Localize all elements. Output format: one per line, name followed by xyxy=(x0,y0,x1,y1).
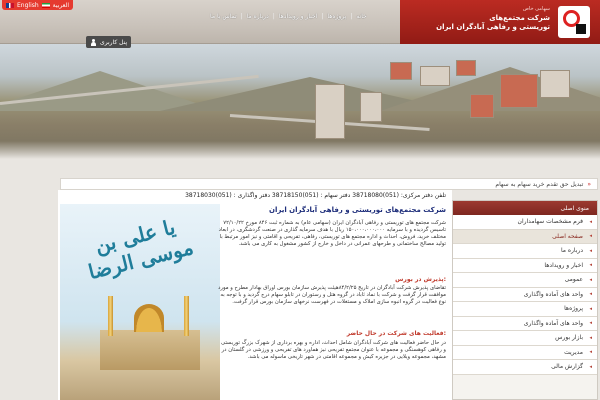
language-switcher xyxy=(2,0,73,10)
banner-fade xyxy=(0,141,600,159)
logo-text xyxy=(436,14,550,32)
calligraphy-text: یا علی بن موسی الرضا xyxy=(85,214,196,285)
activities-heading: فعالیت های شرکت در حال حاضر: xyxy=(346,330,446,337)
user-panel-label: پنل کاربری xyxy=(100,38,128,46)
logo-line2: توریستی و رفاهی آبادگران ایران xyxy=(436,23,550,31)
main-content xyxy=(58,190,452,400)
logo[interactable] xyxy=(400,0,600,44)
nav-news[interactable]: اخبار و رویدادها xyxy=(278,13,318,20)
sidebar-item[interactable]: درباره ما ◂ xyxy=(453,244,597,259)
sidebar-item-home[interactable]: صفحه اصلی ◂ xyxy=(453,230,597,245)
nav-home[interactable]: خانه xyxy=(356,13,367,20)
main-nav xyxy=(206,13,371,20)
sidebar-item[interactable]: مدیریت ◂ xyxy=(453,346,597,361)
lang-farsi[interactable]: العربية xyxy=(52,1,70,9)
nav-contact[interactable]: تماس با ما xyxy=(210,13,237,20)
listing-heading: پذیرش در بورس: xyxy=(395,276,446,283)
sidebar-list xyxy=(453,215,597,375)
intro-paragraph: شرکت مجتمع های توریستی و رفاهی آبادگران ایران (سهامی عام) به شماره ثبت ۸۴۶ مورخ ۷۲/۱۰/۲۲ تاسیس گردیده و با سرمایه ۱۵۰،۰۰۰،۰۰۰،۰۰۰ ریال با هدف سرمایه گذاری در صنعت گردشگری، در ابعاد مختلف خرید، فروش، احداث و اداره مجتمع های توریستی، رفاهی، تفریحی و اقامتی و نیز امور مرتبط با تولید مصالح ساختمانی و طرحهای عمرانی در داخل و خارج از کشور مشغول به کاری می باشد. xyxy=(218,220,446,247)
building xyxy=(470,94,494,118)
lang-english[interactable]: English xyxy=(17,1,39,9)
page-title: شرکت مجتمع‌های توریستی و رفاهی آبادگران ایران xyxy=(268,206,446,214)
contact-phones: تلفن دفتر مرکزی: (051)38718080 دفتر سهام : (051)38718150 دفتر واگذاری : (051)38718030 xyxy=(185,192,446,199)
flag-iran-icon[interactable] xyxy=(42,3,50,8)
company-emblem-icon xyxy=(558,6,590,38)
news-ticker xyxy=(60,178,598,190)
sidebar-item[interactable]: گزارش مالی ◂ xyxy=(453,360,597,375)
sidebar-item[interactable]: واحد های آماده واگذاری ◂ xyxy=(453,317,597,332)
ticker-text[interactable]: تبدیل حق تقدم خرید سهام به سهام xyxy=(495,180,584,188)
nav-projects[interactable]: پروژه‌ها xyxy=(327,13,347,20)
sidebar-item[interactable]: اخبار و رویدادها ◂ xyxy=(453,259,597,274)
sidebar-item[interactable]: فرم مشخصات سهامداران ◂ xyxy=(453,215,597,230)
nav-separator: | xyxy=(272,13,275,20)
nav-separator: | xyxy=(240,13,243,20)
listing-paragraph: تقاضای پذیرش شرکت آبادگران در تاریخ ۸۴/۲/۲۵هیئت پذیرش سازمان بورس اوراق بهادار مطرح و مورد موافقت قرار گرفت و شرکت با نماد ثاباد در گروه هتل و رستوران در تابلو سهام درج گردید و با توجه به نوع فعالیت در گروه انبوه سازی املاک و مستغلات در فهرست نرخهای سازمان بورس قرار گرفت. xyxy=(218,285,446,305)
logo-subtitle: سهامی خاص xyxy=(522,6,550,12)
sidebar-menu xyxy=(452,200,598,400)
building xyxy=(540,70,570,98)
building xyxy=(360,92,382,122)
minaret xyxy=(184,296,189,336)
building xyxy=(420,66,450,86)
nav-separator: | xyxy=(350,13,353,20)
golden-dome xyxy=(134,304,164,332)
logo-line1: شرکت مجتمع‌های xyxy=(489,14,550,22)
user-icon xyxy=(90,39,97,46)
arrow-icon: » xyxy=(587,180,591,188)
building xyxy=(390,62,412,80)
sidebar-item[interactable]: عمومی ◂ xyxy=(453,273,597,288)
building xyxy=(456,60,476,76)
sidebar-item[interactable]: پروژه‌ها ◂ xyxy=(453,302,597,317)
nav-separator: | xyxy=(321,13,324,20)
building xyxy=(500,74,538,108)
shrine-image xyxy=(60,204,220,400)
sidebar-title: منوی اصلی xyxy=(453,201,597,215)
user-panel-button[interactable] xyxy=(86,36,131,48)
header-banner xyxy=(0,44,600,159)
building xyxy=(315,84,345,139)
sidebar-item[interactable]: واحد های آماده واگذاری ◂ xyxy=(453,288,597,303)
activities-paragraph: در حال حاضر فعالیت های شرکت آبادگران شامل احداث، اداره و بهره برداری از شهرک بزرگ توریستی و رفاهی کوهسنگی و مجموعه با عنوان مجتمع تفریحی نیز هماورد های تفریحی و ورزشی در گلستان در مشهد، مجموعه ویلایی در جزیره کیش و مجموعه اقامتی در شهر تاریخی ماسوله می باشد. xyxy=(221,340,446,360)
minaret xyxy=(108,296,113,336)
shrine-building xyxy=(100,330,200,370)
flag-uk-icon[interactable] xyxy=(6,3,14,8)
nav-about[interactable]: درباره ما xyxy=(246,13,269,20)
sidebar-item[interactable]: بازار بورس ◂ xyxy=(453,331,597,346)
